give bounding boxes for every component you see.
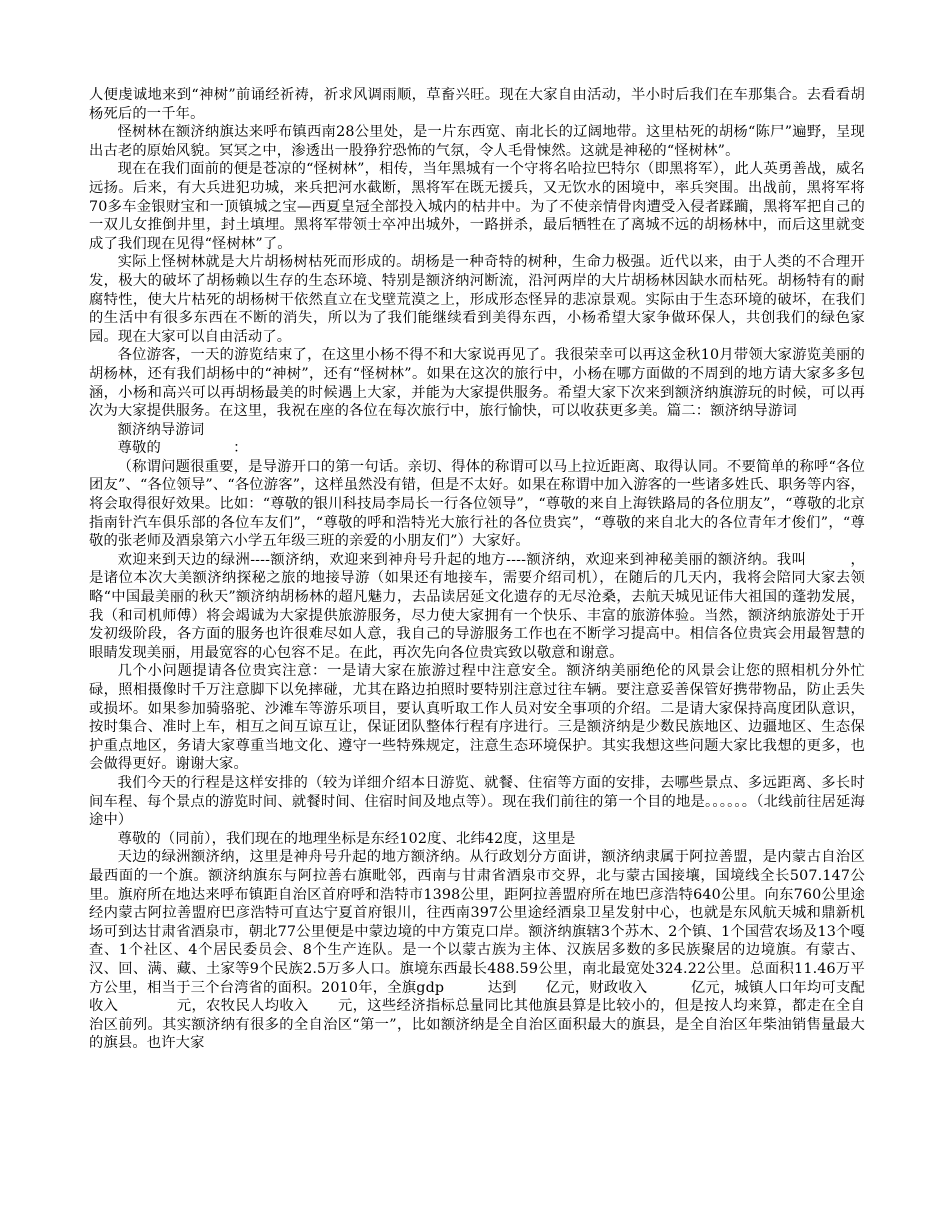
paragraph-farewell: 各位游客，一天的游览结束了，在这里小杨不得不和大家说再见了。我很荣幸可以再这金秋10月带领大家游览美丽的胡杨林，还有我们胡杨中的“神树”，还有“怪树林”。如果在这次的旅行中，小杨在哪方面做的不周到的地方请大家多多包涵，小杨和高兴可以再胡杨最美的时候遇上大家，并能为大家提供服务。希望大家下次来到额济纳旗游玩的时候，可以再次为大家提供服务。在这里，我祝在座的各位在每次旅行中，旅行愉快，可以收获更多美。篇二：额济纳导游词 [89, 347, 865, 420]
paragraph-greeting: 尊敬的 ： [117, 440, 248, 457]
paragraph-welcome: 欢迎来到天边的绿洲----额济纳，欢迎来到神舟号升起的地方----额济纳，欢迎来到神秘美丽的额济纳。我叫 ，是诸位本次大美额济纳探秘之旅的地接导游（如果还有地接车，需要介绍司机），在随后的几天内，我将会陪同大家去领略“中国最美丽的秋天”额济纳胡杨林的超凡魅力，去品读居延文化遗存的无尽沧桑，去航天城见证伟大祖国的蓬勃发展，我（和司机师傅）将会竭诚为大家提供旅游服务，尽力使大家拥有一个快乐、丰富的旅游体验。当然，额济纳旅游处于开发初级阶段，各方面的服务也许很难尽如人意，我自己的导游服务工作也在不断学习提高中。相信各位贵宾会用最智慧的眼睛发现美丽，用最宽容的心包容不足。在此，再次先向各位贵宾致以敬意和谢意。 [89, 551, 865, 661]
paragraph-sacred-tree-ending: 人便虔诚地来到“神树”前诵经祈祷，祈求风调雨顺，草畜兴旺。现在大家自由活动，半小时后我们在车那集合。去看看胡杨死后的一千年。 [89, 87, 865, 122]
paragraph-coordinates: 尊敬的（同前），我们现在的地理坐标是东经102度、北纬42度，这里是 [117, 830, 576, 847]
paragraph-black-general-legend: 现在在我们面前的便是苍凉的“怪树林”，相传，当年黑城有一个守将名哈拉巴特尔（即黑将军），此人英勇善战，威名远扬。后来，有大兵进犯功城，来兵把河水截断，黑将军在既无援兵，又无饮水的困境中，率兵突围。出战前，黑将军将70多车金银财宝和一顶镇城之宝—西夏皇冠全部投入城内的枯井中。为了不使亲情骨肉遭受入侵者蹂躏，黑将军把自己的一双儿女推倒井里，封土填埋。黑将军带领士卒冲出城外，一路拼杀，最后牺牲在了离城不远的胡杨林中，而后这里就变成了我们现在见得“怪树林”了。 [89, 161, 865, 252]
paragraph-ejina-overview: 天边的绿洲额济纳，这里是神舟号升起的地方额济纳。从行政划分方面讲，额济纳隶属于阿拉善盟，是内蒙古自治区最西面的一个旗。额济纳旗东与阿拉善右旗毗邻，西南与甘肃省酒泉市交界，北与蒙古国接壤，国境线全长507.147公里。旗府所在地达来呼布镇距自治区首府呼和浩特市1398公里，距阿拉善盟府所在地巴彦浩特640公里。向东760公里途经内蒙古阿拉善盟府巴彦浩特可直达宁夏首府银川，往西南397公里途经酒泉卫星发射中心，也就是东风航天城和鼎新机场可到达甘肃省酒泉市，朝北77公里便是中蒙边境的中方策克口岸。额济纳旗辖3个苏木、2个镇、1个国营农场及13个嘎查、1个社区、4个居民委员会、8个生产连队。是一个以蒙古族为主体、汉族居多数的多民族聚居的边境旗。有蒙古、汉、回、满、藏、土家等9个民族2.5万多人口。旗境东西最长488.59公里，南北最宽处324.22公里。总面积11.46万平方公里，相当于三个台湾省的面积。2010年，全旗gdp 达到 亿元，财政收入 亿元，城镇人口年均可支配收入 元，农牧民人均收入 元，这些经济指标总量同比其他旗县算是比较小的，但是按人均来算，都走在全自治区前列。其实额济纳有很多的全自治区“第一”，比如额济纳是全自治区面积最大的旗县，是全自治区年柴油销售量最大的旗县。也许大家 [89, 849, 865, 1052]
paragraph-section-title: 额济纳导游词 [117, 421, 205, 438]
paragraph-address-note: （称谓问题很重要，是导游开口的第一句话。亲切、得体的称谓可以马上拉近距离、取得认同。不要简单的称呼“各位团友”、“各位领导”、“各位游客”，这样虽然没有错，但是不太好。如果在称谓中加入游客的一些诸多姓氏、职务等内容，将会取得很好效果。比如：“尊敬的银川科技局李局长一行各位领导”，“尊敬的来自上海铁路局的各位朋友”，“尊敬的北京指南针汽车俱乐部的各位车友们”，“尊敬的呼和浩特光大旅行社的各位贵宾”，“尊敬的来自北大的各位青年才俊们”，“尊敬的张老师及酒泉第六小学五年级三班的亲爱的小朋友们”）大家好。 [89, 458, 865, 550]
paragraph-itinerary: 我们今天的行程是这样安排的（较为详细介绍本日游览、就餐、住宿等方面的安排，去哪些景点、多远距离、多长时间车程、每个景点的游览时间、就餐时间、住宿时间及地点等）。现在我们前往的第一个目的地是。。。。。。（北线前往居延海途中） [89, 774, 865, 829]
paragraph-safety-notes: 几个小问题提请各位贵宾注意：一是请大家在旅游过程中注意安全。额济纳美丽绝伦的风景会让您的照相机分外忙碌，照相摄像时千万注意脚下以免摔碰，尤其在路边拍照时要特别注意过往车辆。要注意妥善保管好携带物品，防止丢失或损坏。如果参加骑骆驼、沙滩车等游乐项目，要认真听取工作人员对安全事项的介绍。二是请大家保持高度团队意识，按时集合、准时上车，相互之间互谅互让，保证团队整体行程有序进行。三是额济纳是少数民族地区、边疆地区、生态保护重点地区，务请大家尊重当地文化、遵守一些特殊规定，注意生态环境保护。其实我想这些问题大家比我想的更多，也会做得更好。谢谢大家。 [89, 663, 865, 773]
paragraph-ecology-explanation: 实际上怪树林就是大片胡杨树枯死而形成的。胡杨是一种奇特的树种，生命力极强。近代以来，由于人类的不合理开发，极大的破坏了胡杨赖以生存的生态环境、特别是额济纳河断流，沿河两岸的大片胡杨林因缺水而枯死。胡杨特有的耐腐特性，使大片枯死的胡杨树干依然直立在戈壁荒漠之上，形成形态怪异的悲凉景观。实际由于生态环境的破坏，在我们的生活中有很多东西在不断的消失，所以为了我们能继续看到美得东西，小杨希望大家争做环保人，共创我们的绿色家园。现在大家可以自由活动了。 [89, 254, 865, 345]
paragraph-weird-forest-location: 怪树林在额济纳旗达来呼布镇西南28公里处，是一片东西宽、南北长的辽阔地带。这里枯死的胡杨“陈尸”遍野，呈现出古老的原始风貌。冥冥之中，渗透出一股狰狞恐怖的气氛，令人毛骨悚然。这就是神秘的“怪树林”。 [89, 124, 865, 159]
